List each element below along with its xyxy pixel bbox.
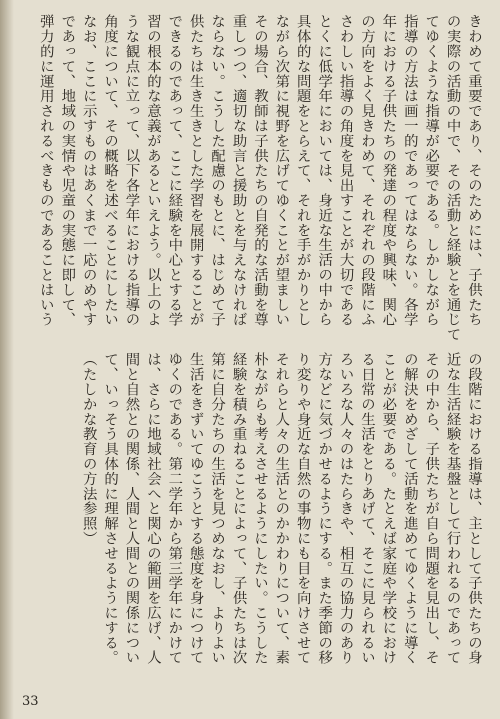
text-column: それらと人々の生活とのかかわりについて、素 [273,352,290,665]
text-column: る日常の生活をとりあげて、そこに見られるい [358,352,375,665]
text-column: 角度について、その概略を述べることにしたい [102,14,119,327]
text-column: とくに低学年においては、身近な生活の中から [316,14,333,327]
text-column: り変りや身近な自然の事物にも目を向けさせて [294,352,311,665]
text-column: 近な生活経験を基盤として行われるのであって [444,352,461,665]
text-column: の実際の活動の中で、その活動と経験とを通じて [444,14,461,342]
text-column: ながら次第に視野を広げてゆくことが望ましい [273,14,290,327]
text-column: 朴ながらも考えさせるようにしたい。こうした [251,352,268,665]
binding-shadow [0,0,14,719]
text-column: は、さらに地域社会へと関心の範囲を広げ、人 [144,352,161,665]
text-column: その中から、子供たちが自ら問題を見出し、そ [423,352,440,665]
upper-text-block [34,14,484,342]
text-column: 供たちは生き生きとした学習を展開することが [187,14,204,327]
text-column: （たしかな教育の方法参照） [80,352,97,546]
text-column: てゆくような指導が必要である。しかしながら [423,14,440,327]
text-column: の解決をめざして活動を進めてゆくように導く [401,352,418,665]
text-column: きわめて重要であり、そのためには、子供たち [466,14,482,327]
text-column: て、いっそう具体的に理解させるようにする。 [102,352,119,665]
text-column: ことが必要である。たとえば家庭や学校におけ [380,352,397,665]
text-column: 具体的な問題をとらえて、それを手がかりとし [294,14,311,327]
text-column: 弾力的に運用されるべきものであることはいう [37,14,54,327]
lower-text-block [77,352,484,687]
text-column: 第に自分たちの生活を見つめなおし、よりよい [209,352,226,665]
text-column: 方などに気づかせるようにする。また季節の移 [316,352,333,665]
text-column: の方向をよく見きわめて、それぞれの段階にふ [358,14,375,327]
text-column: 経験を積み重ねることによって、子供たちは次 [230,352,247,665]
text-column: の段階における指導は、主として子供たちの身 [466,352,482,665]
text-column: 間と自然との関係、人間と人間との関係につい [123,352,140,665]
text-column: 指導の方法は画一的であってはならない。各学 [401,14,418,327]
text-column: うな観点に立って、以下各学年における指導の [123,14,140,327]
text-column: さわしい指導の角度を見出すことが大切である [337,14,354,327]
text-column: 年における子供たちの発達の程度や興味、関心 [380,14,397,327]
text-column: その場合、教師は子供たちの自発的な活動を尊 [251,14,268,327]
text-column: ろいろな人々のはたらきや、相互の協力のあり [337,352,354,665]
text-column: できるのであって、ここに経験を中心とする学 [166,14,183,327]
text-column: 重しつつ、適切な助言と援助とを与えなければ [230,14,247,327]
text-column: なお、ここに示すものはあくまで一応のめやす [80,14,97,327]
text-column: 習の根本的な意義があるといえよう。以上のよ [144,14,161,327]
text-column: であって、地域の実情や児童の実態に即して、 [59,14,76,327]
text-column: ならない。こうした配慮のもとに、はじめて子 [209,14,226,327]
text-column: 生活をきずいてゆこうとする態度を身につけて [187,352,204,665]
page-number: 33 [22,694,39,709]
text-column: ゆくのである。第二学年から第三学年にかけて [166,352,183,665]
